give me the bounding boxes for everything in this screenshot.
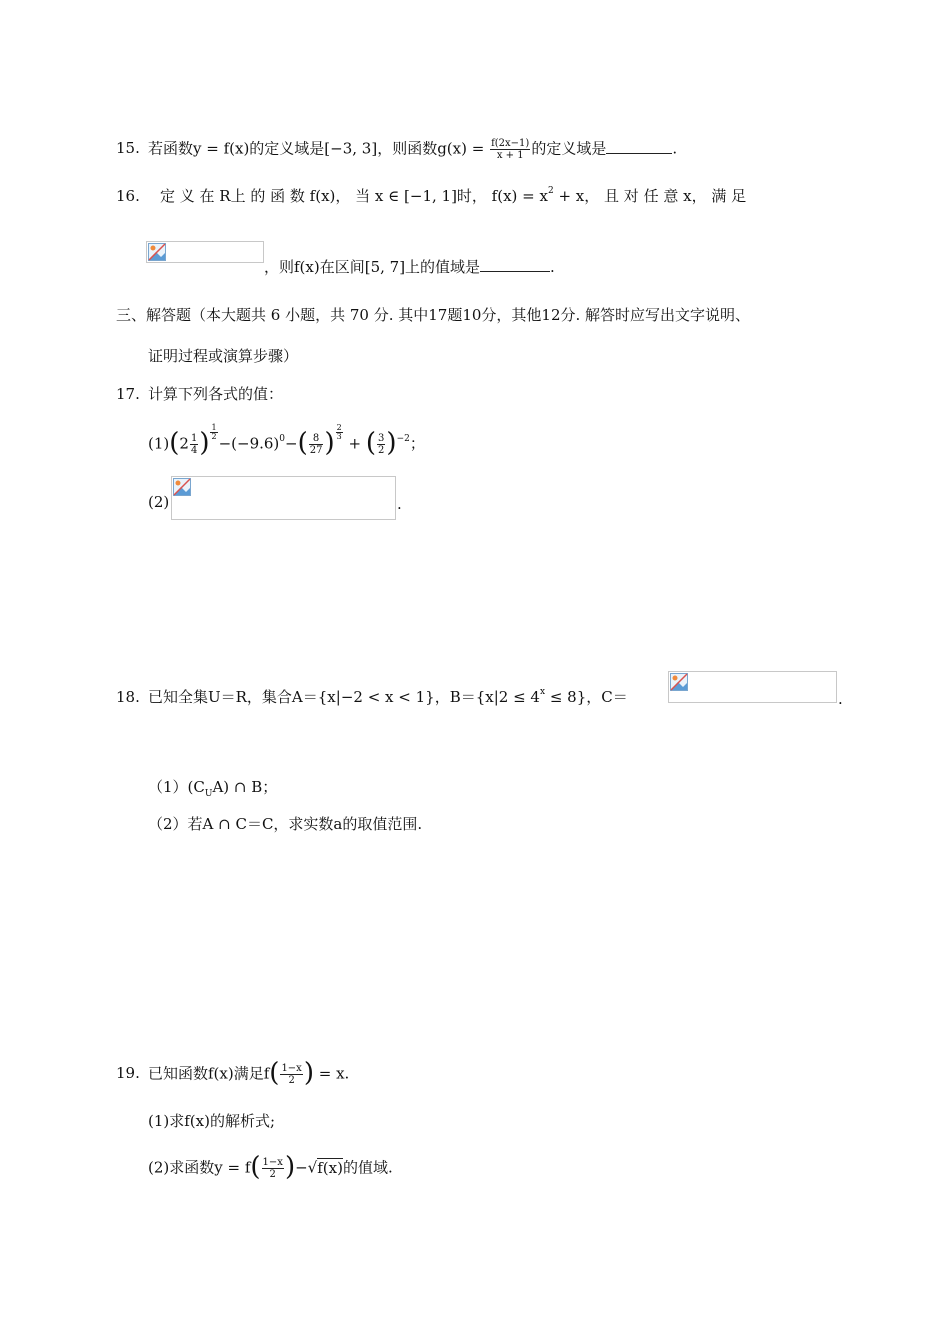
q19-paren-close: ) xyxy=(303,1057,314,1088)
q15-frac-den: x + 1 xyxy=(496,150,524,161)
q17-p1-c-exp-num: 2 xyxy=(336,423,342,432)
q17-paren-close: ) xyxy=(199,427,210,458)
q19-text xyxy=(148,1057,350,1088)
q18-text xyxy=(148,687,628,710)
sqrt-icon: √ xyxy=(307,1158,318,1177)
q16-end: . xyxy=(550,258,555,276)
q17-p1-a-num: 1 xyxy=(190,433,198,444)
q15-text xyxy=(148,138,677,161)
section3-line1: 三、解答题（本大题共 6 小题，共 70 分. 其中17题10分，其他12分. 解答时应写出文字说明、 xyxy=(116,306,751,324)
q16-exponent: 2 xyxy=(547,186,554,196)
q19-number: 19. xyxy=(116,1064,140,1082)
q17-p1-b-exp: 0 xyxy=(279,433,286,444)
q19-p2-sqrt: f(x) xyxy=(317,1158,343,1177)
q17-p1-c-den: 27 xyxy=(309,445,323,456)
q19-fraction xyxy=(280,1063,302,1086)
q17-p2-label: (2) xyxy=(148,493,170,511)
q17-p1-label: (1) xyxy=(148,434,170,453)
q15-frac-num: f(2x−1) xyxy=(491,138,530,149)
q18-part2: （2）若A ∩ C＝C，求实数a的取值范围. xyxy=(148,815,423,833)
q18-part1 xyxy=(148,777,277,800)
q17-p1-plus: + xyxy=(348,434,362,453)
q17-p1-d-num: 3 xyxy=(378,433,385,444)
q19-p2-frac-den: 2 xyxy=(269,1169,276,1180)
q15-lead: 若函数y = f(x)的定义域是[−3, 3]，则函数g(x) = xyxy=(148,139,490,158)
q18-text-tail: ≤ 8}，C＝ xyxy=(545,688,628,706)
q16-line2-text: ，则f(x)在区间[5, 7]上的值域是 xyxy=(264,258,481,276)
q15-number: 15. xyxy=(116,139,140,157)
q17-p1-d-den: 2 xyxy=(378,445,385,456)
q19-p2-frac-num: 1−x xyxy=(262,1157,283,1168)
q17-p1-c-frac xyxy=(309,433,324,456)
q19-frac-num: 1−x xyxy=(281,1063,302,1074)
q19-p2-lead: (2)求函数y = f xyxy=(148,1158,251,1177)
q17-paren-close-3: ) xyxy=(386,427,397,458)
q19-p2-fraction xyxy=(262,1157,284,1180)
q19-p2-paren-open: ( xyxy=(250,1151,261,1182)
q18-p1-sub: U xyxy=(204,789,213,799)
section3-line2: 证明过程或演算步骤） xyxy=(148,347,299,365)
q17-p1-d-exp: −2 xyxy=(396,433,410,444)
q19-text-lead: 已知函数f(x)满足f xyxy=(148,1064,270,1083)
q17-p2-end: . xyxy=(397,495,402,513)
q19-text-tail: = x. xyxy=(313,1064,350,1083)
q19-p2-paren-close: ) xyxy=(284,1151,296,1182)
q17-title: 计算下列各式的值： xyxy=(148,385,284,403)
q17-number: 17. xyxy=(116,385,140,403)
q17-p1-end: ； xyxy=(409,434,425,453)
q17-p1-a-exp-num: 1 xyxy=(211,423,217,432)
q16-condition-image xyxy=(146,241,264,263)
q18-end: . xyxy=(838,690,843,708)
q15-end: . xyxy=(672,139,678,158)
q18-p1-lead: （1）(C xyxy=(148,778,205,796)
q17-part1: (1)(2 $\frac{1}{4}$ ) $\frac{1}{2}$ $-(-9.6)^0-$( $\frac{8}{27}$ ) $\frac{2}{3}$ + ( $\frac{3}{2}$ )$^{-2}$； xyxy=(148,423,425,458)
q16-answer-blank[interactable] xyxy=(480,257,550,272)
q17-p2-expression-image xyxy=(171,476,396,520)
q19-paren-open: ( xyxy=(269,1057,280,1088)
q18-p1-tail: A) ∩ B； xyxy=(212,778,278,796)
q18-text-main: 已知全集U＝R，集合A＝{x|−2 < x < 1}，B＝{x|2 ≤ 4 xyxy=(148,688,540,706)
broken-image-icon xyxy=(670,673,688,691)
q17-paren-open-2: ( xyxy=(297,427,308,458)
q18-set-c-image xyxy=(668,671,837,703)
q17-p1-a-den: 4 xyxy=(190,445,198,456)
q19-frac-den: 2 xyxy=(288,1075,295,1086)
q15-fraction xyxy=(490,138,530,161)
q16-line1 xyxy=(160,186,746,209)
q17-p1-c-exp-den: 3 xyxy=(336,432,342,441)
q17-paren-open-3: ( xyxy=(365,427,377,458)
q17-p1-a-exp-den: 2 xyxy=(211,432,217,441)
q17-p1-c-exp xyxy=(336,424,343,441)
q19-p2-minus: − xyxy=(295,1158,308,1177)
q17-p1-a-frac xyxy=(190,433,198,456)
q17-p1-b: −(−9.6) xyxy=(218,434,280,453)
q17-p1-a-exp xyxy=(210,424,217,441)
q19-part2 xyxy=(148,1151,393,1182)
broken-image-icon xyxy=(173,478,191,496)
q19-part1: (1)求f(x)的解析式; xyxy=(148,1112,276,1130)
q16-line1-tail: + x， 且 对 任 意 x， 满 足 xyxy=(553,187,747,205)
q17-p1-a-int: 2 xyxy=(179,434,189,453)
q17-paren-close-2: ) xyxy=(324,427,335,458)
q17-paren-open: ( xyxy=(169,427,180,458)
q15-answer-blank[interactable] xyxy=(606,139,672,154)
q16-line1-text: 定 义 在 R上 的 函 数 f(x)， 当 x ∈ [−1, 1]时， f(x) = x xyxy=(160,187,548,205)
q15-tail: 的定义域是 xyxy=(531,139,607,158)
q17-p1-c-num: 8 xyxy=(309,433,324,445)
q16-line2 xyxy=(264,257,555,277)
q16-number: 16. xyxy=(116,187,140,205)
q17-p1-d-frac xyxy=(377,433,385,456)
q18-exponent: x xyxy=(539,687,546,697)
q19-p2-tail: 的值域. xyxy=(342,1158,393,1177)
q18-number: 18. xyxy=(116,688,140,706)
broken-image-icon xyxy=(148,243,166,261)
